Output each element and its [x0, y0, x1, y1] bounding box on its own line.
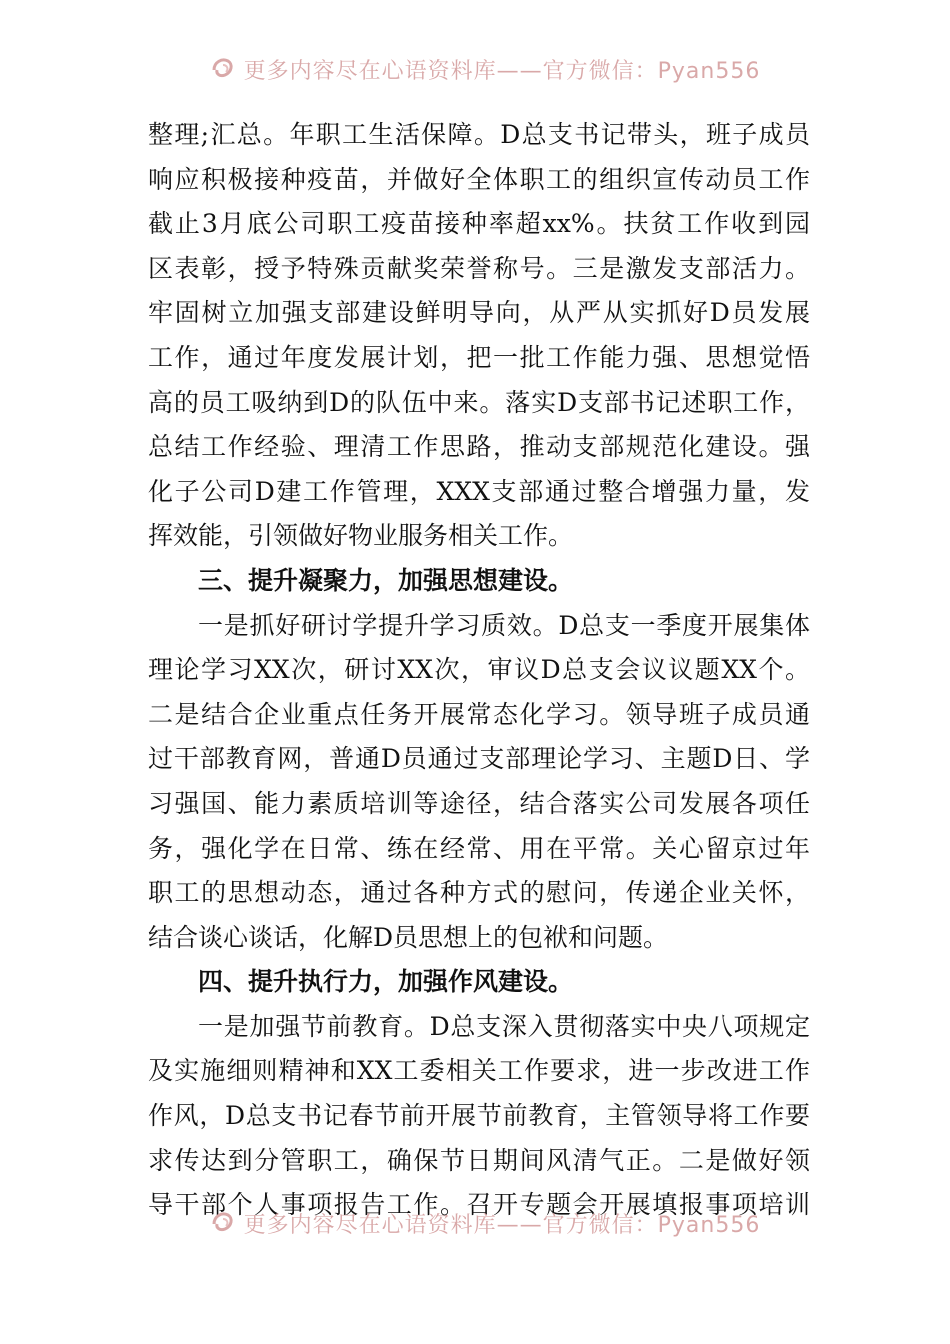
- text-line: 求传达到分管职工，确保节日期间风清气正。二是做好领: [148, 1145, 810, 1175]
- section-heading: 四、提升执行力，加强作风建设。: [198, 967, 574, 997]
- document-body: [148, 113, 810, 1228]
- text-line: 高的员工吸纳到D的队伍中来。落实D支部书记述职工作，: [148, 387, 810, 417]
- text-line: 响应积极接种疫苗，并做好全体职工的组织宣传动员工作: [148, 164, 810, 194]
- text-line: 工作，通过年度发展计划，把一批工作能力强、思想觉悟: [148, 342, 810, 372]
- brand-logo-icon: [210, 1210, 238, 1236]
- text-line: 挥效能，引领做好物业服务相关工作。: [148, 521, 574, 551]
- text-line: 习强国、能力素质培训等途径，结合落实公司发展各项任: [148, 788, 810, 818]
- text-line: 务，强化学在日常、练在经常、用在平常。关心留京过年: [148, 833, 810, 863]
- text-line: 结合谈心谈话，化解D员思想上的包袱和问题。: [148, 922, 669, 952]
- text-line: 理论学习XX次，研讨XX次，审议D总支会议议题XX个。: [148, 655, 810, 685]
- text-line: 牢固树立加强支部建设鲜明导向，从严从实抓好D员发展: [148, 298, 810, 328]
- text-line: 一是加强节前教育。D总支深入贯彻落实中央八项规定: [198, 1011, 810, 1041]
- section-2-continuation: [148, 113, 810, 559]
- text-line: 总结工作经验、理清工作思路，推动支部规范化建设。强: [148, 432, 810, 462]
- text-line: 区表彰，授予特殊贡献奖荣誉称号。三是激发支部活力。: [148, 253, 810, 283]
- text-line: 职工的思想动态，通过各种方式的慰问，传递企业关怀，: [148, 878, 810, 908]
- section-3: [148, 559, 810, 960]
- section-4: [148, 960, 810, 1228]
- watermark-text: 更多内容尽在心语资料库——官方微信：Pyan556: [243, 58, 761, 84]
- text-line: 及实施细则精神和XX工委相关工作要求，进一步改进工作: [148, 1056, 810, 1086]
- text-line: 截止3月底公司职工疫苗接种率超xx%。扶贫工作收到园: [148, 209, 810, 239]
- text-line: 化子公司D建工作管理，XXX支部通过整合增强力量，发: [148, 476, 810, 506]
- section-heading: 三、提升凝聚力，加强思想建设。: [198, 565, 574, 595]
- text-line: 整理;汇总。年职工生活保障。D总支书记带头，班子成员: [148, 120, 810, 149]
- text-line: 二是结合企业重点任务开展常态化学习。领导班子成员通: [148, 699, 810, 729]
- text-line: 作风，D总支书记春节前开展节前教育，主管领导将工作要: [148, 1101, 810, 1131]
- watermark-banner-bottom: [0, 1206, 950, 1240]
- watermark-text: 更多内容尽在心语资料库——官方微信：Pyan556: [243, 1212, 761, 1238]
- text-line: 导干部个人事项报告工作。召开专题会开展填报事项培训: [148, 1190, 810, 1220]
- text-line: 过干部教育网，普通D员通过支部理论学习、主题D日、学: [148, 744, 810, 774]
- text-line: 一是抓好研讨学提升学习质效。D总支一季度开展集体: [198, 610, 810, 640]
- brand-logo-icon: [210, 56, 238, 82]
- watermark-banner-top: [0, 52, 950, 86]
